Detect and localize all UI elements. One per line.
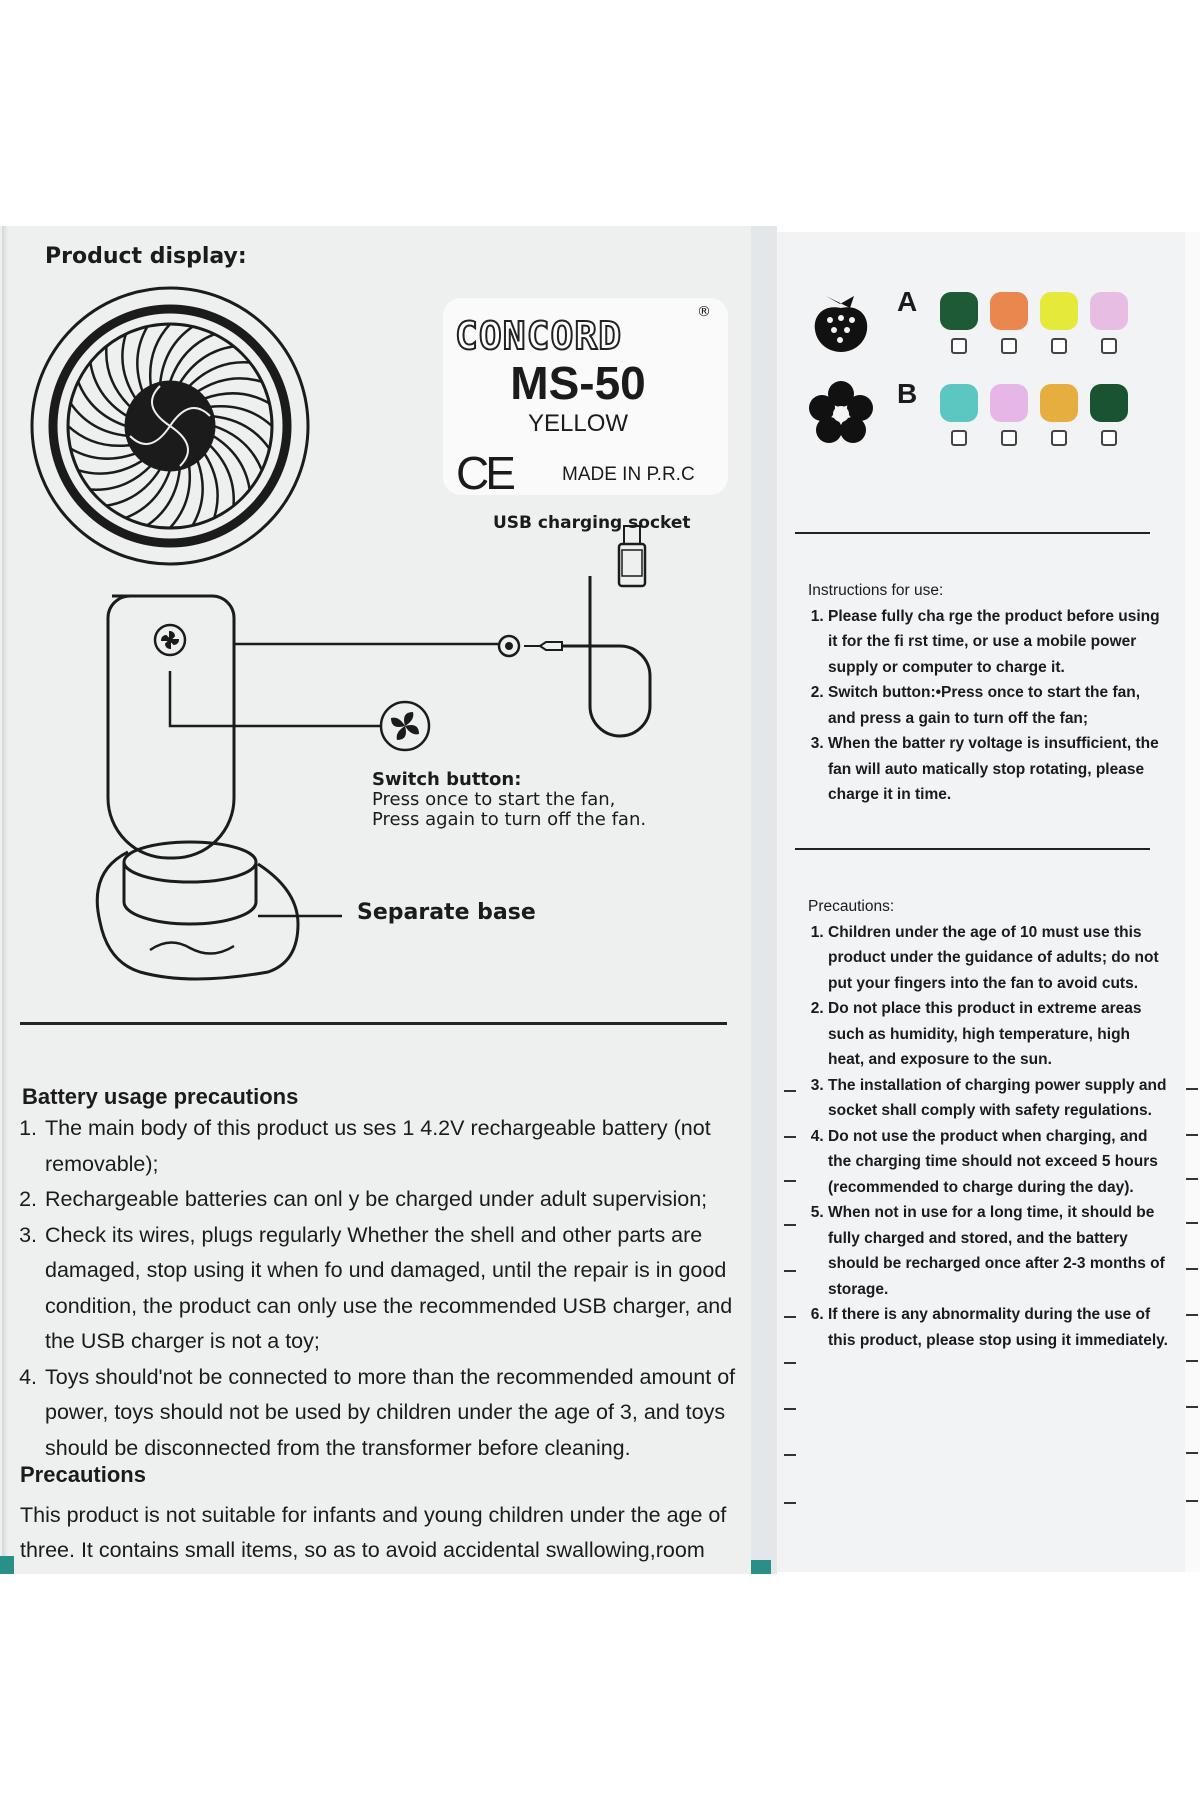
color-swatch [1090, 292, 1128, 330]
variant-a-letter: A [897, 286, 918, 317]
fan-blade [160, 327, 193, 384]
precautions-text: This product is not suitable for infants and young children under the age of three. It contains small items, so as to avoid accidental swallowing,room [20, 1503, 727, 1562]
fan-blade [71, 403, 128, 436]
battery-heading: Battery usage precautions [22, 1084, 299, 1109]
right-precautions-heading: Precautions: [808, 898, 895, 915]
color-swatch [1040, 292, 1078, 330]
color-swatch [990, 292, 1028, 330]
color-swatch [990, 384, 1028, 422]
color-swatch [940, 292, 978, 330]
fan-blade [71, 449, 136, 459]
tick-mark [1186, 1314, 1198, 1316]
fan-blade [189, 362, 250, 386]
color-variant: YELLOW [527, 410, 629, 437]
light-indicator-icon [951, 338, 967, 354]
fan-blade [193, 460, 203, 525]
battery-item: 1. The main body of this product us ses 1 4.2V rechargeable battery (not removable); [43, 1111, 740, 1182]
fan-blade [137, 327, 147, 392]
battery-item: 4. Toys should'not be connected to more than the recommended amount of power, toys should not be used by children under the age of 3, and toys should be disconnected from the transformer before cleaning. [43, 1360, 740, 1467]
fan-blade [78, 460, 143, 473]
tick-mark [1186, 1134, 1198, 1136]
light-indicator-icon [1051, 430, 1067, 446]
origin-text: MADE IN P.R.C [562, 464, 695, 485]
precaution-item: 2. Do not place this product in extreme areas such as humidity, high temperature, high heat, and exposure to the sun. [828, 996, 1168, 1073]
light-indicator-icon [951, 430, 967, 446]
variant-b-letter: B [897, 378, 918, 409]
battery-item: 2. Rechargeable batteries can onl y be charged under adult supervision; [43, 1182, 740, 1218]
tick-mark [784, 1502, 796, 1504]
tick-mark [784, 1224, 796, 1226]
tick-mark [784, 1136, 796, 1138]
fan-blade [213, 416, 270, 449]
fan-blade [147, 469, 180, 526]
registered-mark: ® [697, 304, 711, 320]
precaution-item: 4. Do not use the product when charging, and the charging time should not exceed 5 hours (recommended to charge during the day). [828, 1124, 1168, 1201]
product-display-title: Product display: [45, 244, 247, 269]
precautions-heading: Precautions [20, 1462, 146, 1487]
right-edge-strip [1185, 232, 1200, 1572]
precaution-item: 3. The installation of charging power supply and socket shall comply with safety regulations. [828, 1073, 1168, 1124]
light-indicator-icon [1051, 338, 1067, 354]
model-number: MS-50 [510, 357, 646, 409]
precaution-item: 1. Children under the age of 10 must use this product under the guidance of adults; do not put your fingers into the fan to avoid cuts. [828, 920, 1168, 997]
light-indicator-icon [1101, 430, 1117, 446]
light-indicator-icon [1001, 338, 1017, 354]
tick-mark [784, 1408, 796, 1410]
section-divider [20, 1022, 727, 1025]
instruction-item: 1. Please fully cha rge the product before using it for the fi rst time, or use a mobile power supply or computer to charge it. [828, 604, 1168, 681]
instruction-item: 3. When the batter ry voltage is insufficient, the fan will auto matically stop rotating, please charge it in time. [828, 731, 1168, 808]
teal-corner-mid [751, 1560, 771, 1574]
fan-blade [204, 393, 269, 403]
tick-mark [784, 1362, 796, 1364]
tick-mark [784, 1180, 796, 1182]
tick-mark [1186, 1406, 1198, 1408]
tick-mark [1186, 1360, 1198, 1362]
switch-line-2: Press again to turn off the fan. [372, 809, 647, 830]
color-swatch [1090, 384, 1128, 422]
fan-head-icon [32, 288, 308, 564]
tick-mark [784, 1090, 796, 1092]
brand-logo: CONCORD [455, 314, 623, 358]
instructions-section [808, 578, 1168, 808]
color-swatch [1040, 384, 1078, 422]
battery-item: 3. Check its wires, plugs regularly Whether the shell and other parts are damaged, stop using it when fo und damaged, until the repair is in good condition, the product can only use the recommended USB charger, and the USB charger is not a toy; [43, 1218, 740, 1360]
usb-socket-label: USB charging socket [493, 513, 691, 533]
tick-mark [784, 1316, 796, 1318]
ce-mark: CE [456, 447, 512, 499]
separate-base-label: Separate base [357, 900, 536, 925]
switch-button-callout [372, 770, 646, 830]
tick-mark [1186, 1178, 1198, 1180]
fan-blade [90, 466, 151, 490]
flower-icon [808, 380, 874, 446]
tick-mark [1186, 1452, 1198, 1454]
strawberry-icon [812, 288, 870, 354]
switch-line-1: Press once to start the fan, [372, 789, 616, 810]
switch-title: Switch button: [372, 769, 522, 790]
fan-blade [122, 334, 135, 399]
light-indicator-icon [1001, 430, 1017, 446]
precaution-item: 6. If there is any abnormality during the use of this product, please stop using it immediately. [828, 1302, 1168, 1353]
tick-mark [1186, 1088, 1198, 1090]
battery-precautions-list [20, 1111, 740, 1466]
right-divider-2 [795, 848, 1150, 850]
fan-blade [204, 453, 217, 518]
fan-blade [210, 445, 234, 506]
teal-corner-left [0, 1556, 14, 1574]
right-precautions-section [808, 894, 1168, 1353]
tick-mark [784, 1454, 796, 1456]
light-indicator-icon [1101, 338, 1117, 354]
fan-blade [106, 346, 130, 407]
panel-gap [751, 226, 777, 1574]
right-divider-1 [795, 532, 1150, 534]
tick-mark [784, 1270, 796, 1272]
tick-mark [1186, 1268, 1198, 1270]
tick-mark [1186, 1500, 1198, 1502]
instruction-item: 2. Switch button:•Press once to start the fan, and press a gain to turn off the fan; [828, 680, 1168, 731]
instructions-heading: Instructions for use: [808, 582, 944, 599]
fan-blade [197, 378, 262, 391]
color-swatch [940, 384, 978, 422]
precaution-item: 5. When not in use for a long time, it should be fully charged and stored, and the battery should be recharged once after 2-3 months of storage. [828, 1200, 1168, 1302]
tick-mark [1186, 1222, 1198, 1224]
fan-button-icon [162, 632, 178, 648]
